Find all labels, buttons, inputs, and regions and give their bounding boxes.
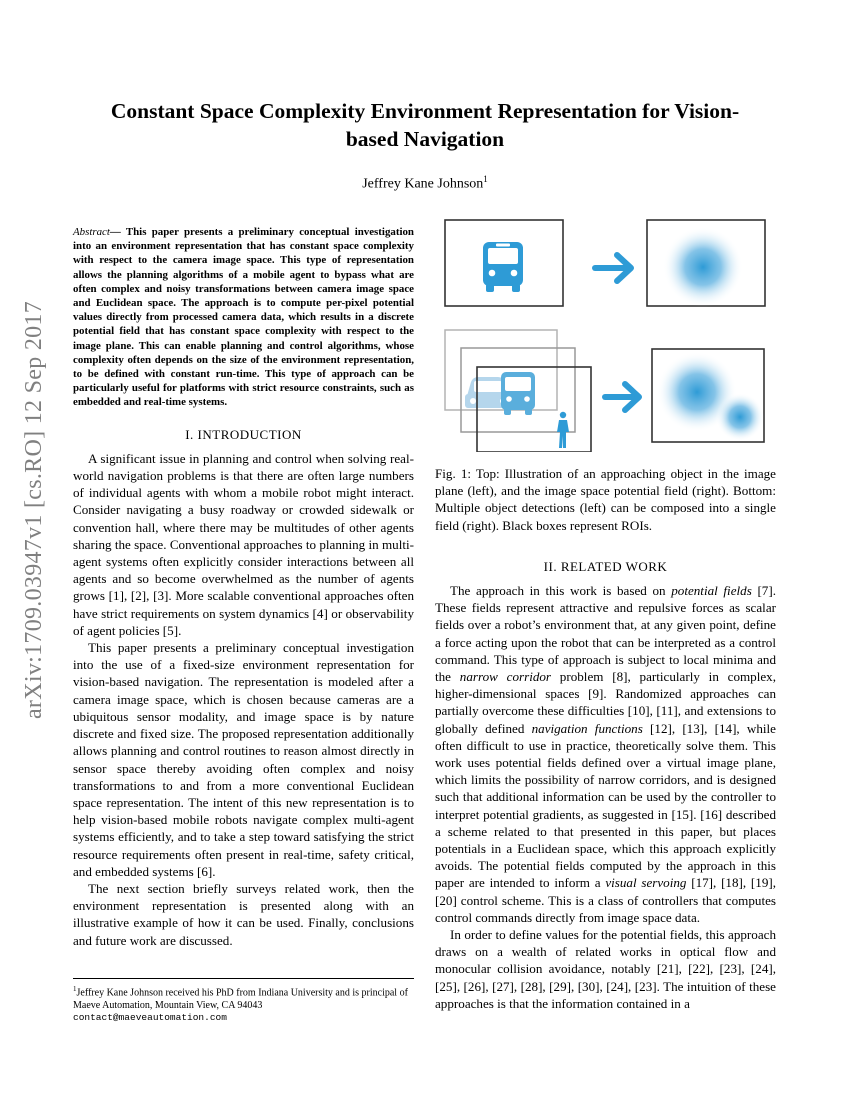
intro-paragraph-1: A significant issue in planning and control when solving real-world navigation problems is that there are often large numbers of individual agents with whom a mobile robot might interact. Consider navigating a busy roadway or crowded sidewalk or convention hall, where there may be multitudes of other agents sharing the space. Conventional approaches to planning in multi-agent systems often explicitly consider interactions between all agents and so become overwhelmed as the number of agents grows [1], [2], [3]. More scalable conventional approaches often have strict requirements on system dynamics [4] or observability of agent policies [5].	[73, 450, 414, 638]
bus-icon-small	[501, 372, 535, 415]
potential-field-blob	[663, 227, 743, 307]
footnote-mark: 1	[73, 985, 77, 993]
intro-paragraph-3: The next section briefly surveys related work, then the environment representation is presented along with an illustrative example of how it can be used. Finally, conclusions and future work are discussed.	[73, 880, 414, 948]
term-navigation-functions: navigation functions	[531, 720, 643, 736]
related-paragraph-2: In order to define values for the potential fields, this approach draws on a wealth of related works in optical flow and monocular collision avoidance, notably [21], [22], [23], [24], [25], [26], [27], [28], [29], [30], [24], [23]. The intuition of these approaches is that the information contained in a	[435, 927, 776, 1011]
footnote-email: contact@maeveautomation.com	[73, 1012, 227, 1024]
p1-text-b: [7]. These fields represent attractive and repulsive forces as scalar fields over a robot’s environment that, at any given point, define a force acting upon the robot that can be interpreted as a control command. This type of approach is subject to local minima and the	[435, 583, 776, 685]
abstract-label: Abstract	[73, 226, 110, 238]
footnote-text: Jeffrey Kane Johnson received his PhD from Indiana University and is principal of Maeve Automation, Mountain View, CA 94043	[73, 987, 408, 1011]
arrow-right-icon	[595, 255, 631, 281]
term-narrow-corridor: narrow corridor	[459, 669, 552, 685]
p1-text-d: [12], [13], [14], while often difficult to use in practice, theoretically solve them. This work uses potential fields defined over a virtual image plane, which limits the possibility of narrow corridors, and is designed such that additional information can be used by the controller to interpret potential gradients, as suggested in [15]. [16] described a scheme related to that presented in this paper, but places potentials in a Euclidean space, which this approach explicitly avoids. The potential fields computed by the approach in this paper are intended to inform a	[435, 720, 776, 891]
abstract	[73, 225, 414, 410]
footnote-text-line	[73, 983, 414, 1012]
section-heading-introduction: I. INTRODUCTION	[185, 426, 302, 442]
author-footnote-mark: 1	[483, 174, 488, 184]
arxiv-identifier	[20, 295, 48, 725]
arxiv-identifier-text: arXiv:1709.03947v1 [cs.RO] 12 Sep 2017	[21, 300, 47, 720]
author-name: Jeffrey Kane Johnson	[362, 176, 484, 192]
figure-caption: Fig. 1: Top: Illustration of an approaching object in the image plane (left), and the image space potential field (right). Bottom: Multiple object detections (left) can be composed into a single field (right). Black boxes represent ROIs.	[435, 466, 776, 533]
footnote	[73, 978, 414, 1025]
left-column	[73, 225, 414, 949]
author-line	[100, 174, 750, 193]
composed-field-blob-2	[716, 393, 764, 441]
p1-text-e: [17], [18], [19], [20] control scheme. This is a class of controllers that computes control commands directly from image space data.	[435, 875, 777, 925]
term-visual-servoing: visual servoing	[605, 875, 687, 891]
arrow-right-icon-bottom	[605, 384, 639, 410]
figure-1-illustration	[435, 212, 780, 452]
intro-paragraph-2: This paper presents a preliminary conceptual investigation into the use of a fixed-size environment representation for vision-based navigation. The representation is modeled after a camera image space, which is chosen because cameras are a ubiquitous sensor modality, and image space is by nature discrete and fixed size. The proposed representation additionally allows planning and control routines to reason almost directly in sensor space thereby avoiding often complex and noisy transformations to and from a more conventional Euclidean space representation. The intent of this new representation is to help vision-based mobile robots navigate complex multi-agent systems efficiently, and to take a step toward satisfying the strict resource requirements often present in real-time, safety critical, and embedded systems [6].	[73, 640, 414, 879]
pedestrian-icon	[557, 412, 569, 448]
related-paragraph-1	[435, 582, 776, 926]
abstract-text: — This paper presents a preliminary conceptual investigation into an environment representation that has constant space complexity with respect to the camera image space. This type of representation allows the planning algorithms of a mobile agent to bypass what are often complex and noisy transformations between camera image space and Euclidean space. The approach is to compute per-pixel potential values directly from processed camera data, which results in a discrete potential field that has constant space complexity with respect to the image plane. This can enable planning and control algorithms, whose complexity often depends on the size of the environment representation, to be defined with constant run-time. This type of approach can be particularly useful for platforms with strict resource constraints, such as embedded and real-time systems.	[73, 226, 414, 409]
term-potential-fields: potential fields	[671, 583, 752, 599]
p1-text-a: The approach in this work is based on	[450, 583, 672, 599]
p1-text-c: problem [8], particularly in complex, higher-dimensional spaces [9]. Randomized approaches can partially overcome these difficulties [10], [11], and extensions to globally defined	[435, 669, 777, 736]
bus-icon	[483, 242, 523, 292]
section-heading-related-work: II. RELATED WORK	[543, 558, 668, 574]
paper-title: Constant Space Complexity Environment Representation for Vision-based Navigation	[110, 99, 740, 151]
right-column	[435, 465, 776, 1012]
figure-1	[435, 212, 780, 452]
